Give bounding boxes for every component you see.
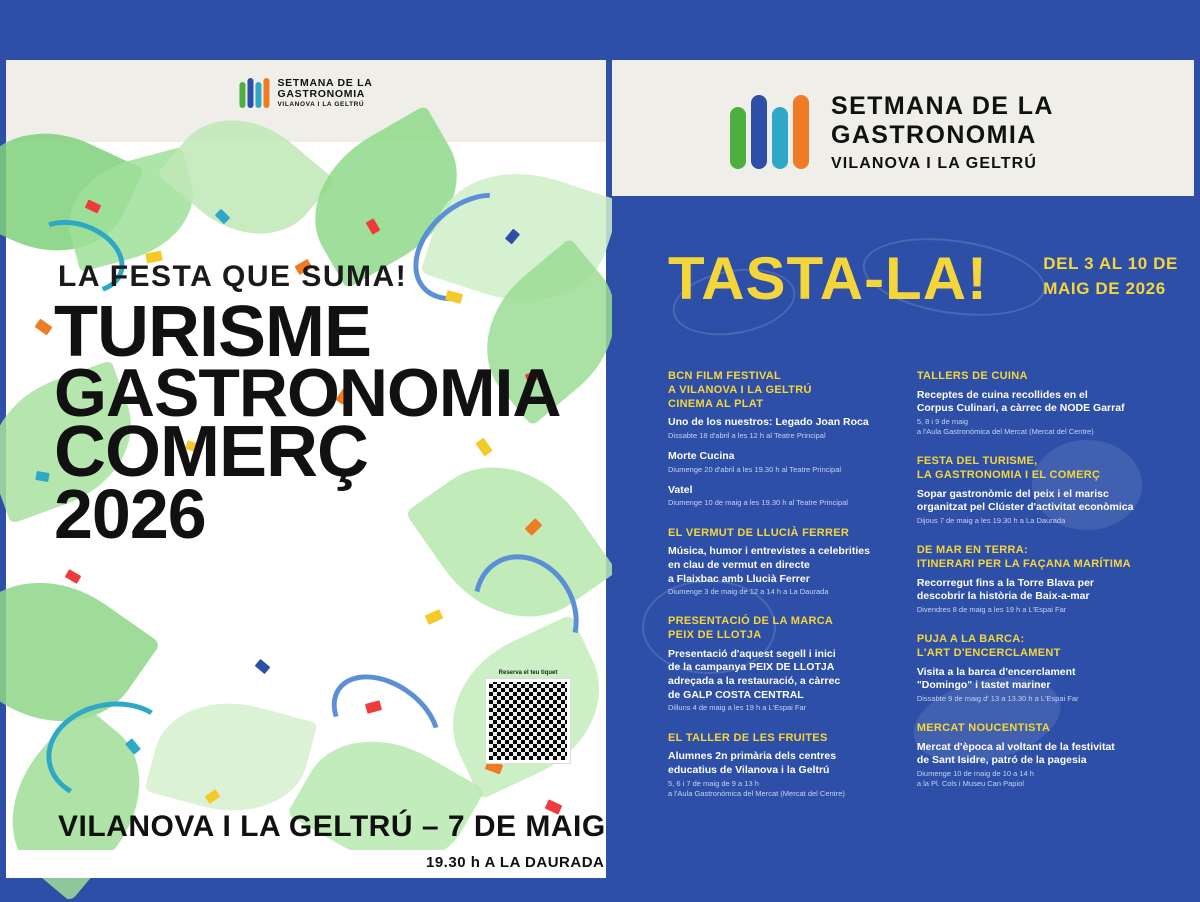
left-poster-body — [6, 142, 606, 871]
poster-title-line4: 2026 — [54, 475, 206, 554]
program-entry-details: Diumenge 3 de maig de 12 a 14 h a La Daurada — [668, 587, 829, 597]
brand-location-large: VILANOVA I LA GELTRÚ — [831, 154, 1037, 172]
program-entry-details: Dissabte 18 d'abril a les 12 h al Teatre Principal — [668, 430, 826, 440]
program-block — [668, 370, 899, 509]
program-entry-title: Uno de los nuestros: Legado Joan Roca — [668, 416, 869, 429]
program-column-right — [917, 370, 1138, 817]
program-block — [668, 732, 899, 799]
poster-kicker: LA FESTA QUE SUMA! — [58, 260, 408, 293]
program-entry-details: Dissabte 9 de maig d' 13 a 13.30 h a L'Espai Far — [916, 693, 1079, 703]
program-block-heading: EL VERMUT DE LLUCIÀ FERRER — [668, 526, 850, 539]
program-entry-title: Morte Cucina — [668, 450, 735, 463]
program-block — [917, 633, 1138, 704]
program-entry — [917, 488, 1138, 526]
qr-caption: Reserva el teu tiquet — [498, 670, 558, 676]
program-entry-details: 5, 8 i 9 de maig a l'Aula Gastronòmica del Mercat (Mercat del Centre) — [916, 417, 1094, 437]
left-poster-header — [6, 60, 606, 142]
program-block — [917, 544, 1138, 615]
panel-dates — [1043, 252, 1178, 301]
right-panel-header — [612, 60, 1194, 196]
program-entry-details: Divendres 8 de maig a les 19 h a L'Espai Far — [916, 604, 1067, 614]
program-block-heading: PRESENTACIÓ DE LA MARCA PEIX DE LLOTJA — [668, 615, 834, 642]
program-entry — [917, 577, 1138, 615]
program-block-heading: TALLERS DE CUINA — [916, 370, 1028, 382]
brand-name-line2: GASTRONOMIA — [277, 88, 366, 101]
brand-name-line2-large: GASTRONOMIA — [831, 120, 1037, 149]
program-block — [917, 370, 1138, 437]
program-entry-title: Vatel — [668, 483, 693, 496]
program-block-heading: BCN FILM FESTIVAL A VILANOVA I LA GELTRÚ CINEMA AL PLAT — [668, 370, 812, 410]
program-block-heading: PUJA A LA BARCA: L'ART D'ENCERCLAMENT — [916, 633, 1061, 659]
program-block — [668, 527, 899, 598]
brand-logo-large — [730, 92, 1054, 173]
program-entry-title: Recorregut fins a la Torre Blava per descobrir la història de Baix-a-mar — [916, 576, 1095, 603]
program-entry — [917, 666, 1138, 704]
poster-title-line2: GASTRONOMIA — [54, 354, 561, 431]
program-entry-title: Música, humor i entrevistes a celebrities en clau de vermut en directe a Flaixbac amb Llucià Ferrer — [668, 545, 870, 585]
brand-name-line1-large: SETMANA DE LA — [831, 92, 1054, 120]
panel-headline: TASTA-LA! — [668, 245, 989, 312]
program-block — [668, 615, 899, 713]
poster-title-line1: TURISME — [54, 292, 371, 372]
program-entry-title: Receptes de cuina recollides en el Corpus Culinari, a càrrec de NODE Garraf — [916, 388, 1125, 415]
brand-logo-small — [239, 78, 372, 109]
logo-marks-icon-large — [730, 95, 809, 169]
program-block-heading: DE MAR EN TERRA: ITINERARI PER LA FAÇANA MARÍTIMA — [916, 544, 1131, 570]
logo-marks-icon — [239, 78, 269, 108]
poster-venue: VILANOVA I LA GELTRÚ – 7 DE MAIG — [58, 810, 606, 843]
program-entry-details: Diumenge 20 d'abril a les 19.30 h al Teatre Principal — [668, 464, 842, 474]
program-entry — [668, 750, 899, 799]
program-block-heading: EL TALLER DE LES FRUITES — [668, 731, 828, 744]
program-entry-title: Mercat d'època al voltant de la festivitat de Sant Isidre, patró de la pagesia — [916, 740, 1115, 767]
program-entry — [917, 741, 1138, 790]
program-entry — [668, 648, 899, 714]
brand-location: VILANOVA I LA GELTRÚ — [277, 101, 365, 109]
program-block-heading: MERCAT NOUCENTISTA — [916, 722, 1051, 734]
poster-venue-time: 19.30 h A LA DAURADA — [426, 854, 605, 871]
qr-code-block[interactable] — [486, 670, 570, 763]
panel-dates-line2: MAIG DE 2026 — [1043, 278, 1166, 298]
program-entry-title: Presentació d'aquest segell i inici de la campanya PEIX DE LLOTJA adreçada a la restauració, a càrrec de GALP COSTA CENTRAL — [668, 647, 841, 701]
poster-title — [54, 292, 561, 554]
program-entry-title: Visita a la barca d'encerclament "Domingo" i tastet mariner — [916, 665, 1076, 692]
program-entry — [917, 389, 1138, 438]
panel-dates-line1: DEL 3 AL 10 DE — [1043, 254, 1178, 273]
program-entry — [668, 450, 899, 475]
poster-title-line3: COMERÇ — [54, 412, 368, 493]
program-entry-details: 5, 6 i 7 de maig de 9 a 13 h a l'Aula Gastronòmica del Mercat (Mercat del Centre) — [668, 778, 845, 798]
program-block-heading: FESTA DEL TURISME, LA GASTRONOMIA I EL COMERÇ — [916, 455, 1101, 482]
program-block — [917, 722, 1138, 789]
brand-name-line1: SETMANA DE LA — [277, 77, 373, 89]
program-entry — [668, 545, 899, 597]
program-block — [917, 455, 1138, 526]
program-entry — [668, 416, 899, 441]
right-panel — [612, 60, 1194, 850]
qr-code-icon[interactable] — [486, 679, 570, 763]
program-entry-details: Diumenge 10 de maig de 10 a 14 h a la Pl. Cols i Museu Can Papiol — [916, 769, 1034, 789]
program-entry-title: Alumnes 2n primària dels centres educatius de Vilanova i la Geltrú — [668, 750, 837, 776]
program-entry-details: Dilluns 4 de maig a les 19 h a L'Espai Far — [668, 703, 807, 713]
program-entry-details: Dijous 7 de maig a les 19.30 h a La Daurada — [916, 516, 1066, 526]
program-entry — [668, 484, 899, 509]
program-column-left — [668, 370, 899, 817]
program-entry-details: Diumenge 10 de maig a les 19.30 h al Teatre Principal — [668, 498, 848, 508]
program-columns — [612, 370, 1194, 817]
program-entry-title: Sopar gastronòmic del peix i el marisc organitzat pel Clúster d'activitat econòmica — [916, 487, 1134, 514]
left-poster — [6, 60, 606, 871]
